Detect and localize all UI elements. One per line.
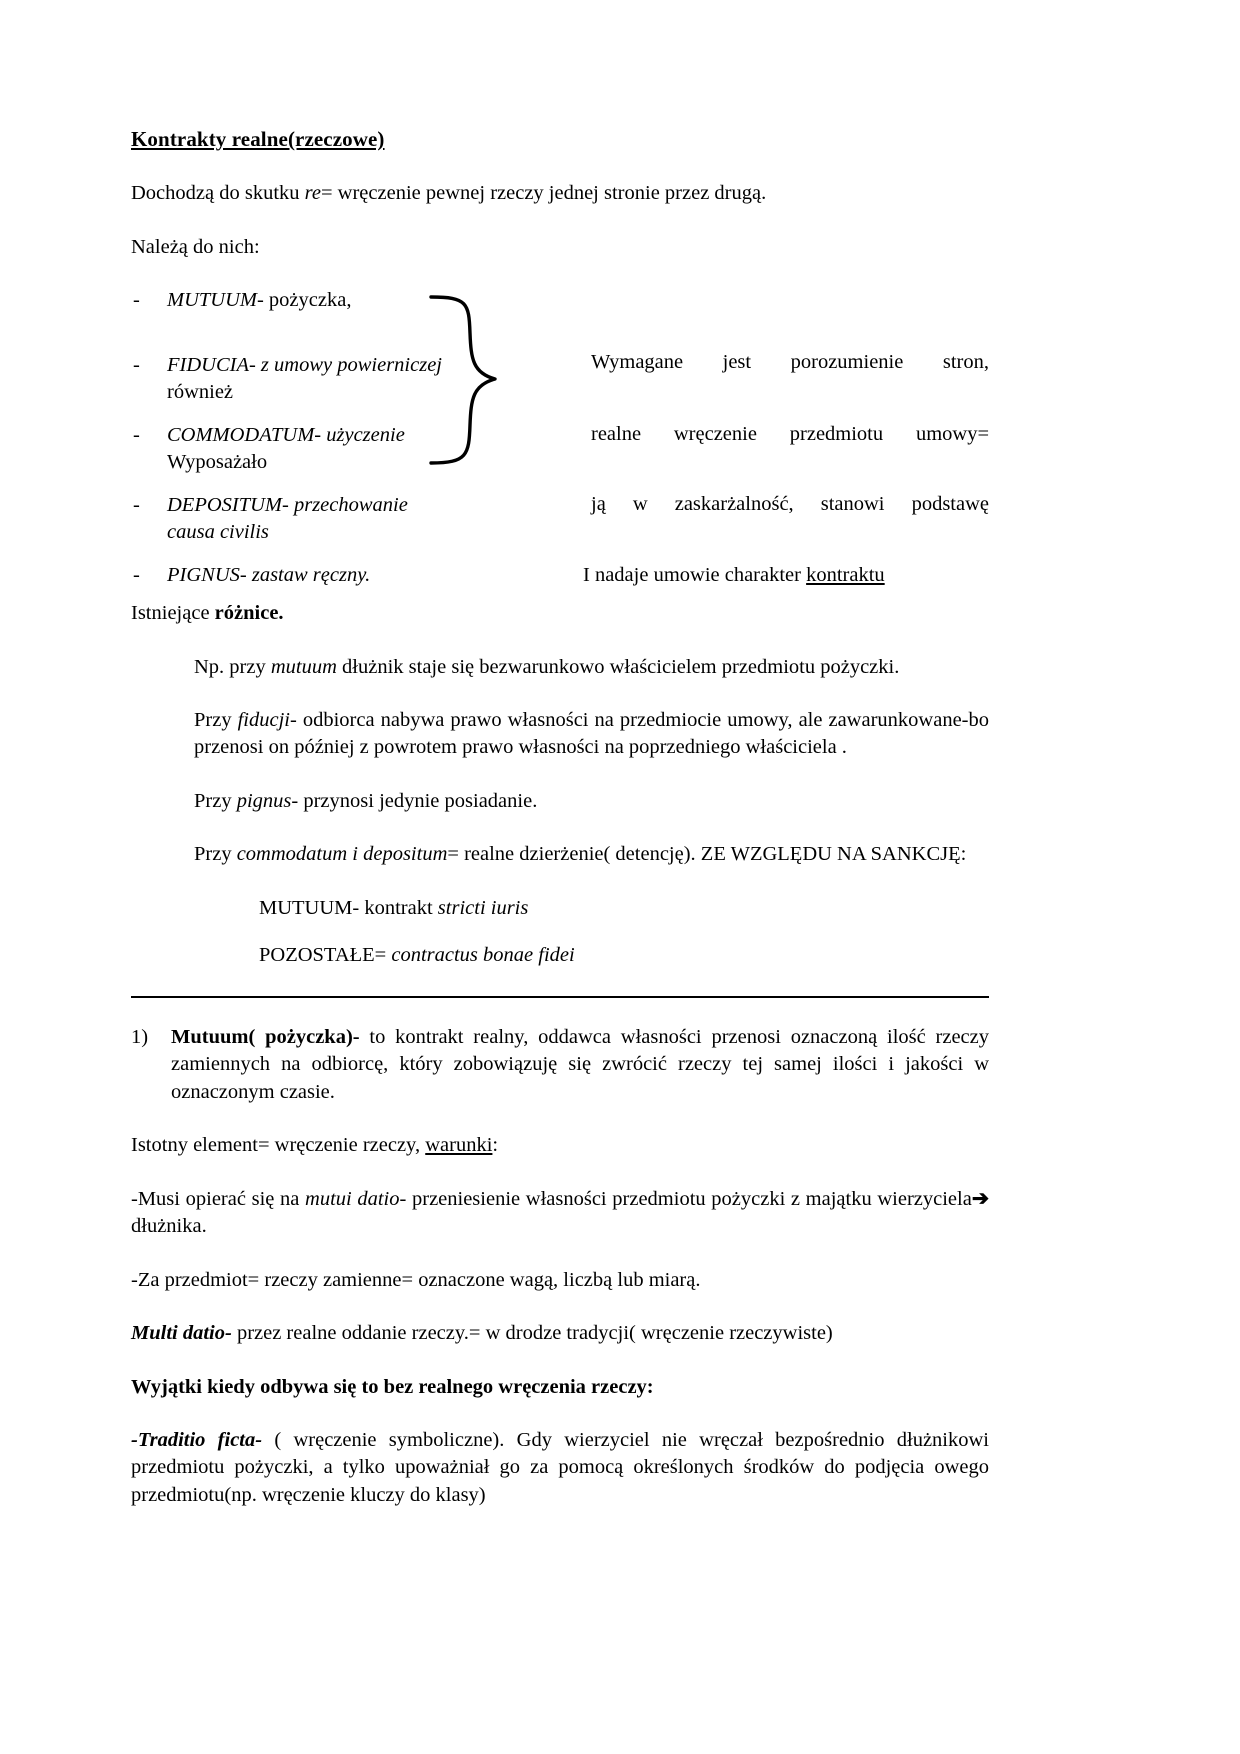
essential-underlined: warunki (425, 1134, 493, 1157)
difference-mutuum (194, 654, 989, 681)
diff-rest: dłużnik staje się bezwarunkowo właścicielem przedmiotu pożyczki. (336, 655, 900, 678)
condition-prefix: -Musi opierać się na (131, 1187, 306, 1210)
differences-heading-bold: różnice. (214, 602, 284, 625)
section-divider (131, 996, 989, 998)
diff-prefix: Przy (194, 789, 237, 812)
diff-italic: pignus (236, 789, 292, 812)
list-number: 1) (131, 1025, 149, 1048)
list-item (131, 352, 442, 405)
essential-prefix: Istotny element= wręczenie rzeczy, (131, 1134, 426, 1157)
intro-paragraph (131, 180, 989, 207)
traditio-term: -Traditio ficta- (131, 1429, 263, 1451)
diff-prefix: Np. przy (194, 655, 271, 678)
mutuum-body: to kontrakt realny, oddawca własności przenosi oznaczoną ilość rzeczy zamiennych na odbiorcę, który zobowiązuję się zwrócić rzeczy tej samej ilości i jakości w oznaczonym czasie. (171, 1025, 990, 1103)
list-dash: - (133, 354, 140, 377)
sanction-mutuum (259, 895, 989, 922)
condition-rest: - przeniesienie własności przedmiotu pożyczki z majątku wierzyciela (399, 1187, 972, 1210)
list-item (131, 562, 370, 589)
difference-fiducja (194, 707, 989, 762)
right-column-line: ją w zaskarżalność, stanowi podstawę (591, 493, 989, 516)
sanction-prefix: POZOSTAŁE= (259, 944, 392, 967)
sanction-italic: contractus bonae fidei (391, 944, 575, 967)
traditio-rest: ( wręczenie symboliczne). Gdy wierzyciel nie wręczał bezpośrednio dłużnikowi przedmiotu pożyczki, a tylko upoważniał go za pomocą określonych środków do podjęcia owego przedmiotu(np. wręczenie kluczy do klasy) (131, 1429, 989, 1506)
list-item (131, 287, 351, 314)
sanction-italic: stricti iuris (437, 896, 529, 919)
multi-datio-term: Multi datio- (131, 1322, 232, 1345)
right-column-last-line (583, 562, 981, 589)
list-extra: Wyposażało (167, 450, 268, 473)
belong-label: Należą do nich: (131, 235, 260, 258)
list-dash: - (133, 289, 140, 312)
multi-datio-line (131, 1320, 989, 1347)
diff-prefix: Przy (194, 708, 238, 731)
right-last-underlined: kontraktu (806, 564, 885, 587)
diff-italic: commodatum i depositum (236, 843, 448, 866)
list-term: DEPOSITUM (167, 494, 283, 517)
differences-heading (131, 600, 989, 627)
list-term: MUTUUM (167, 289, 257, 312)
exceptions-heading (131, 1374, 989, 1401)
mutuum-term: Mutuum( pożyczka)- (171, 1025, 360, 1048)
document-body (131, 128, 989, 1535)
diff-prefix: Przy (194, 843, 237, 866)
exceptions-heading-text: Wyjątki kiedy odbywa się to bez realnego wręczenia rzeczy: (131, 1375, 654, 1398)
condition-mutui-datio (131, 1186, 989, 1241)
list-term: COMMODATUM (167, 424, 315, 447)
multi-datio-rest: przez realne oddanie rzeczy.= w drodze tradycji( wręczenie rzeczywiste) (231, 1322, 833, 1345)
right-column-line: realne wręczenie przedmiotu umowy= (591, 423, 989, 446)
list-extra: causa civilis (167, 520, 269, 543)
list-rest: - zastaw ręczny. (239, 564, 371, 587)
contract-list-region (131, 287, 989, 592)
difference-commodatum-depositum (194, 841, 989, 868)
differences-heading-prefix: Istniejące (131, 602, 215, 625)
intro-lead: Dochodzą do skutku (131, 182, 305, 205)
traditio-ficta-paragraph (131, 1427, 989, 1509)
list-rest: - z umowy powierniczej (248, 354, 443, 377)
sanction-prefix: MUTUUM- kontrakt (259, 896, 438, 919)
list-item (131, 422, 405, 475)
diff-rest: - przynosi jedynie posiadanie. (291, 789, 538, 812)
list-term: PIGNUS (167, 564, 240, 587)
arrow-icon: ➔ (971, 1187, 990, 1210)
list-rest: - pożyczka, (256, 289, 352, 312)
intro-lead-rest: = wręczenie pewnej rzeczy jednej stronie przez drugą. (320, 182, 767, 205)
right-column-line: Wymagane jest porozumienie stron, (591, 351, 989, 374)
list-item (131, 492, 408, 545)
page-title: Kontrakty realne(rzeczowe) (131, 127, 385, 151)
condition-przedmiot: -Za przedmiot= rzeczy zamienne= oznaczone wagą, liczbą lub miarą. (131, 1268, 701, 1291)
diff-rest: = realne dzierżenie( detencję). ZE WZGLĘDU NA SANKCJĘ: (447, 843, 967, 866)
condition-tail: dłużnika. (131, 1215, 207, 1238)
intro-lead-italic: re (304, 182, 321, 205)
list-dash: - (133, 424, 140, 447)
right-last-prefix: I nadaje umowie charakter (583, 564, 807, 587)
difference-pignus (194, 788, 989, 815)
list-term: FIDUCIA (167, 354, 249, 377)
diff-italic: fiducji (237, 708, 290, 731)
condition-italic: mutui datio (305, 1187, 400, 1210)
essential-suffix: : (492, 1134, 499, 1157)
list-dash: - (133, 494, 140, 517)
list-rest: - przechowanie (282, 494, 408, 517)
diff-rest: - odbiorca nabywa prawo własności na przedmiocie umowy, ale zawarunkowane-bo przenosi on później z powrotem prawo własności na poprzedniego właściciela . (194, 708, 989, 759)
essential-element-line (131, 1132, 989, 1159)
list-extra: również (167, 380, 234, 403)
mutuum-numbered-item (131, 1024, 989, 1106)
sanction-pozostale (259, 942, 989, 969)
list-dash: - (133, 564, 140, 587)
diff-italic: mutuum (270, 655, 337, 678)
list-rest: - użyczenie (314, 424, 405, 447)
